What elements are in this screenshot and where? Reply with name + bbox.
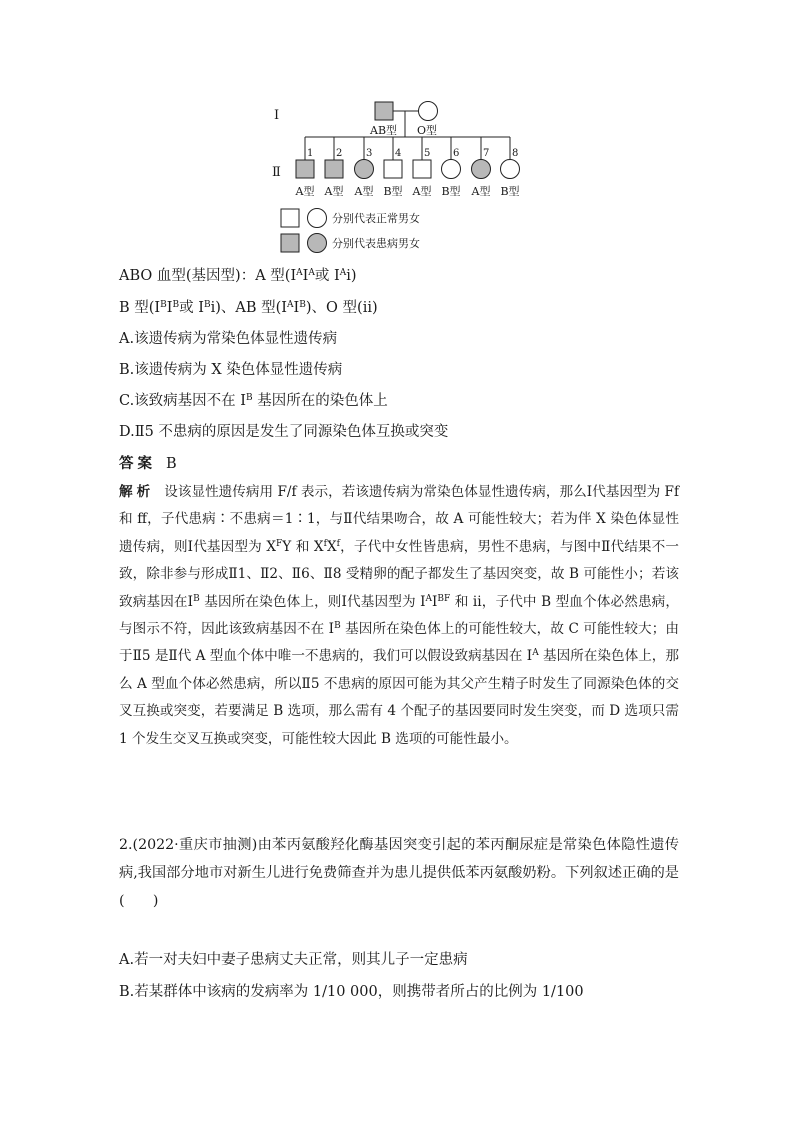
child-number: 2 — [336, 148, 343, 159]
child-number: 6 — [453, 148, 460, 159]
child-7-affected-female — [472, 160, 491, 179]
child-number: 3 — [366, 148, 373, 159]
text: C.该致病基因不在 I — [119, 393, 247, 409]
superscript: A — [308, 268, 315, 278]
text: 或 I — [179, 300, 204, 316]
text: Y 和 X — [282, 538, 324, 555]
pedigree-chart — [260, 92, 560, 262]
option-d: D.Ⅱ5 不患病的原因是发生了同源染色体互换或突变 — [119, 424, 449, 440]
child-8-normal-female — [501, 160, 520, 179]
child-number: 7 — [483, 148, 490, 159]
text: 基因所在染色体上，则Ⅰ代基因型为 I — [199, 593, 426, 610]
explanation-paragraph — [119, 479, 679, 753]
superscript: B — [246, 393, 253, 403]
b-ab-o-genotype-line — [119, 298, 689, 318]
question-2-stem: 2.(2022·重庆市抽测)由苯丙氨酸羟化酶基因突变引起的苯丙酮尿症是常染色体隐性遗传病,我国部分地市对新生儿进行免费筛查并为患儿提供低苯丙氨酸奶粉。下列叙述正确的是( ) — [119, 837, 679, 909]
child-3-affected-female — [355, 160, 374, 179]
child-number: 5 — [424, 148, 431, 159]
superscript: B — [172, 300, 180, 310]
father-affected-symbol — [375, 102, 393, 120]
q2-option-a: A.若一对夫妇中妻子患病丈夫正常，则其儿子一定患病 — [119, 952, 468, 968]
child-2-affected-male — [325, 160, 343, 178]
superscript: B — [334, 621, 341, 632]
text: 或 I — [314, 268, 340, 284]
answer-line — [119, 454, 689, 474]
superscript: B — [299, 300, 306, 310]
child-blood-type: A型 — [324, 185, 344, 198]
text: ，子代中女性皆患病，男性不患病，与图中Ⅱ代结果不一致，除非参与形成Ⅱ1、Ⅱ2、Ⅱ6、Ⅱ8 受精卵的配子都发生了基因突变，故 B 可能性小；若该致病基因在Ⅰ — [119, 538, 680, 610]
child-6-normal-female — [442, 160, 461, 179]
explanation-label: 解析 — [119, 484, 155, 500]
option-b: B.该遗传病为 X 染色体显性遗传病 — [119, 362, 343, 378]
superscript: A — [425, 593, 433, 604]
child-blood-type: B型 — [441, 185, 461, 198]
text: I — [432, 593, 438, 610]
text: 基因所在的染色体上 — [252, 393, 388, 409]
generation-2-label: Ⅱ — [272, 165, 281, 180]
superscript: B — [193, 593, 200, 604]
text: )、O 型(ii) — [305, 300, 378, 316]
father-blood-type: AB型 — [370, 124, 398, 137]
q2-option-b: B.若某群体中该病的发病率为 1/10 000，则携带者所占的比例为 1/100 — [119, 984, 584, 1000]
option-c — [119, 391, 689, 411]
text: I — [302, 268, 309, 284]
text: 设该显性遗传病用 F/f 表示，若该遗传病为常染色体显性遗传病，那么Ⅰ代基因型为 Ff 和 ff，子代患病∶不患病＝1∶1，与Ⅱ代结果吻合，故 A 可能性较大；若为伴 X 染色体显性遗传病，则Ⅰ代基因型为 X — [119, 484, 680, 555]
text: 基因所在染色体上的可能性较大，故 C 可能性较大；由于Ⅱ5 是Ⅱ代 A 型血个体中唯一不患病的，我们可以假设致病基因在 I — [119, 621, 679, 665]
child-number: 4 — [395, 148, 402, 159]
text: B 型(I — [119, 300, 161, 316]
child-number: 1 — [307, 148, 314, 159]
child-blood-type: B型 — [500, 185, 520, 198]
superscript: B — [203, 300, 211, 310]
superscript: A — [532, 648, 539, 659]
legend-affected-male-symbol — [281, 234, 299, 252]
child-blood-type: A型 — [295, 185, 315, 198]
child-4-normal-male — [384, 160, 402, 178]
superscript: A — [339, 268, 347, 278]
text: I — [293, 300, 300, 316]
text: 基因所在染色体上，那么 A 型血个体必然患病，所以Ⅱ5 不患病的原因可能为其父产生精子时发生了同源染色体的交叉互换或突变，若要满足 B 选项，那么需有 4 个配子的基因要同时发生突变，而 D 选项只需 1 个发生交叉互换或突变，可能性较大因此 B 选项的可能性最小。 — [119, 648, 679, 747]
superscript: A — [296, 268, 303, 278]
text: ABO 血型(基因型)：A 型(I — [119, 268, 297, 284]
text: i)、AB 型(I — [210, 300, 288, 316]
child-blood-type: B型 — [383, 185, 403, 198]
legend-normal-female-symbol — [308, 209, 327, 228]
mother-normal-symbol — [419, 102, 438, 121]
option-a: A.该遗传病为常染色体显性遗传病 — [119, 331, 338, 347]
child-1-affected-male — [296, 160, 314, 178]
child-blood-type: A型 — [412, 185, 432, 198]
legend-normal-text: 分别代表正常男女 — [332, 212, 420, 225]
mother-blood-type: O型 — [417, 124, 438, 137]
superscript: f — [336, 538, 340, 549]
text: I — [166, 300, 173, 316]
generation-1-label: Ⅰ — [274, 108, 280, 123]
legend-affected-female-symbol — [308, 234, 327, 253]
child-blood-type: A型 — [354, 185, 374, 198]
legend-affected-text: 分别代表患病男女 — [332, 237, 420, 250]
child-5-normal-male — [413, 160, 431, 178]
answer-label: 答案 — [119, 455, 156, 472]
child-blood-type: A型 — [471, 185, 491, 198]
child-number: 8 — [512, 148, 519, 159]
answer-value: B — [166, 456, 177, 472]
superscript: f — [323, 538, 327, 549]
superscript: B — [160, 300, 167, 310]
superscript: BF — [437, 593, 451, 604]
abo-genotype-line — [119, 266, 689, 286]
text: 和 ii，子代中 B 型血个体必然患病，与图示不符，因此该致病基因不在 I — [119, 593, 679, 638]
legend-normal-male-symbol — [281, 209, 299, 227]
text: i) — [346, 268, 357, 284]
text: X — [326, 538, 337, 555]
superscript: A — [287, 300, 294, 310]
superscript: F — [276, 538, 283, 549]
